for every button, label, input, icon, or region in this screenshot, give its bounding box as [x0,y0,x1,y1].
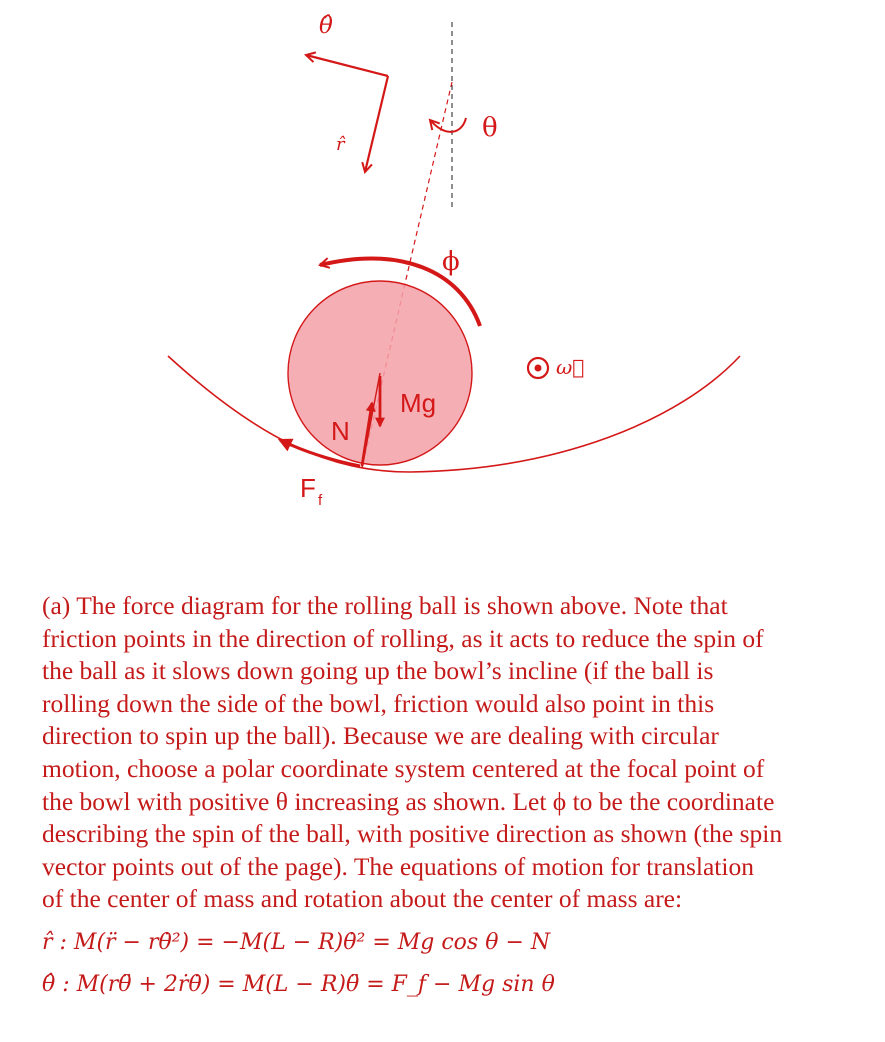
text-line: direction to spin up the ball). Because we are dealing with circular [42,721,719,751]
radial-equation: r̂ : M(r̈ − rθ̇²) = −M(L − R)θ̇² = Mg cos θ − N [42,930,551,955]
friction-label: F [300,473,316,503]
text-line: rolling down the side of the bowl, friction would also point in this [42,688,715,718]
text-line: friction points in the direction of rolling, as it acts to reduce the spin of [42,623,764,653]
theta-label: θ [482,113,498,143]
text-line: of the center of mass and rotation about the center of mass are: [42,884,683,914]
r-hat-label: r̂ [336,134,345,155]
r-hat-arrow [365,76,388,172]
omega-out-of-page-icon [528,358,548,378]
text-line: the bowl with positive θ increasing as shown. Let ϕ to be the coordinate [42,786,775,816]
unit-vectors [306,13,388,172]
normal-force-label: N [331,416,350,446]
explanation-paragraph [42,590,862,916]
theta-hat-label: θ̂ [319,13,333,39]
text-line: vector points out of the page). The equations of motion for translation [42,851,754,881]
friction-subscript: f [318,492,323,509]
theta-hat-arrow [306,55,388,76]
tangential-equation: θ̂ : M(rθ̈ + 2ṙθ̇) = M(L − R)θ̈ = F_f − Mg sin θ [42,972,555,997]
text-line: (a) The force diagram for the rolling ball is shown above. Note that [42,591,728,620]
theta-angle-arc [430,118,466,132]
mg-label: Mg [400,388,437,418]
text-line: the ball as it slows down going up the bowl’s incline (if the ball is [42,656,714,686]
phi-label: ϕ [442,247,460,277]
text-line: motion, choose a polar coordinate system centered at the focal point of [42,753,765,783]
omega-label: ω⃗ [556,355,585,379]
text-line: describing the spin of the ball, with positive direction as shown (the spin [42,819,783,849]
